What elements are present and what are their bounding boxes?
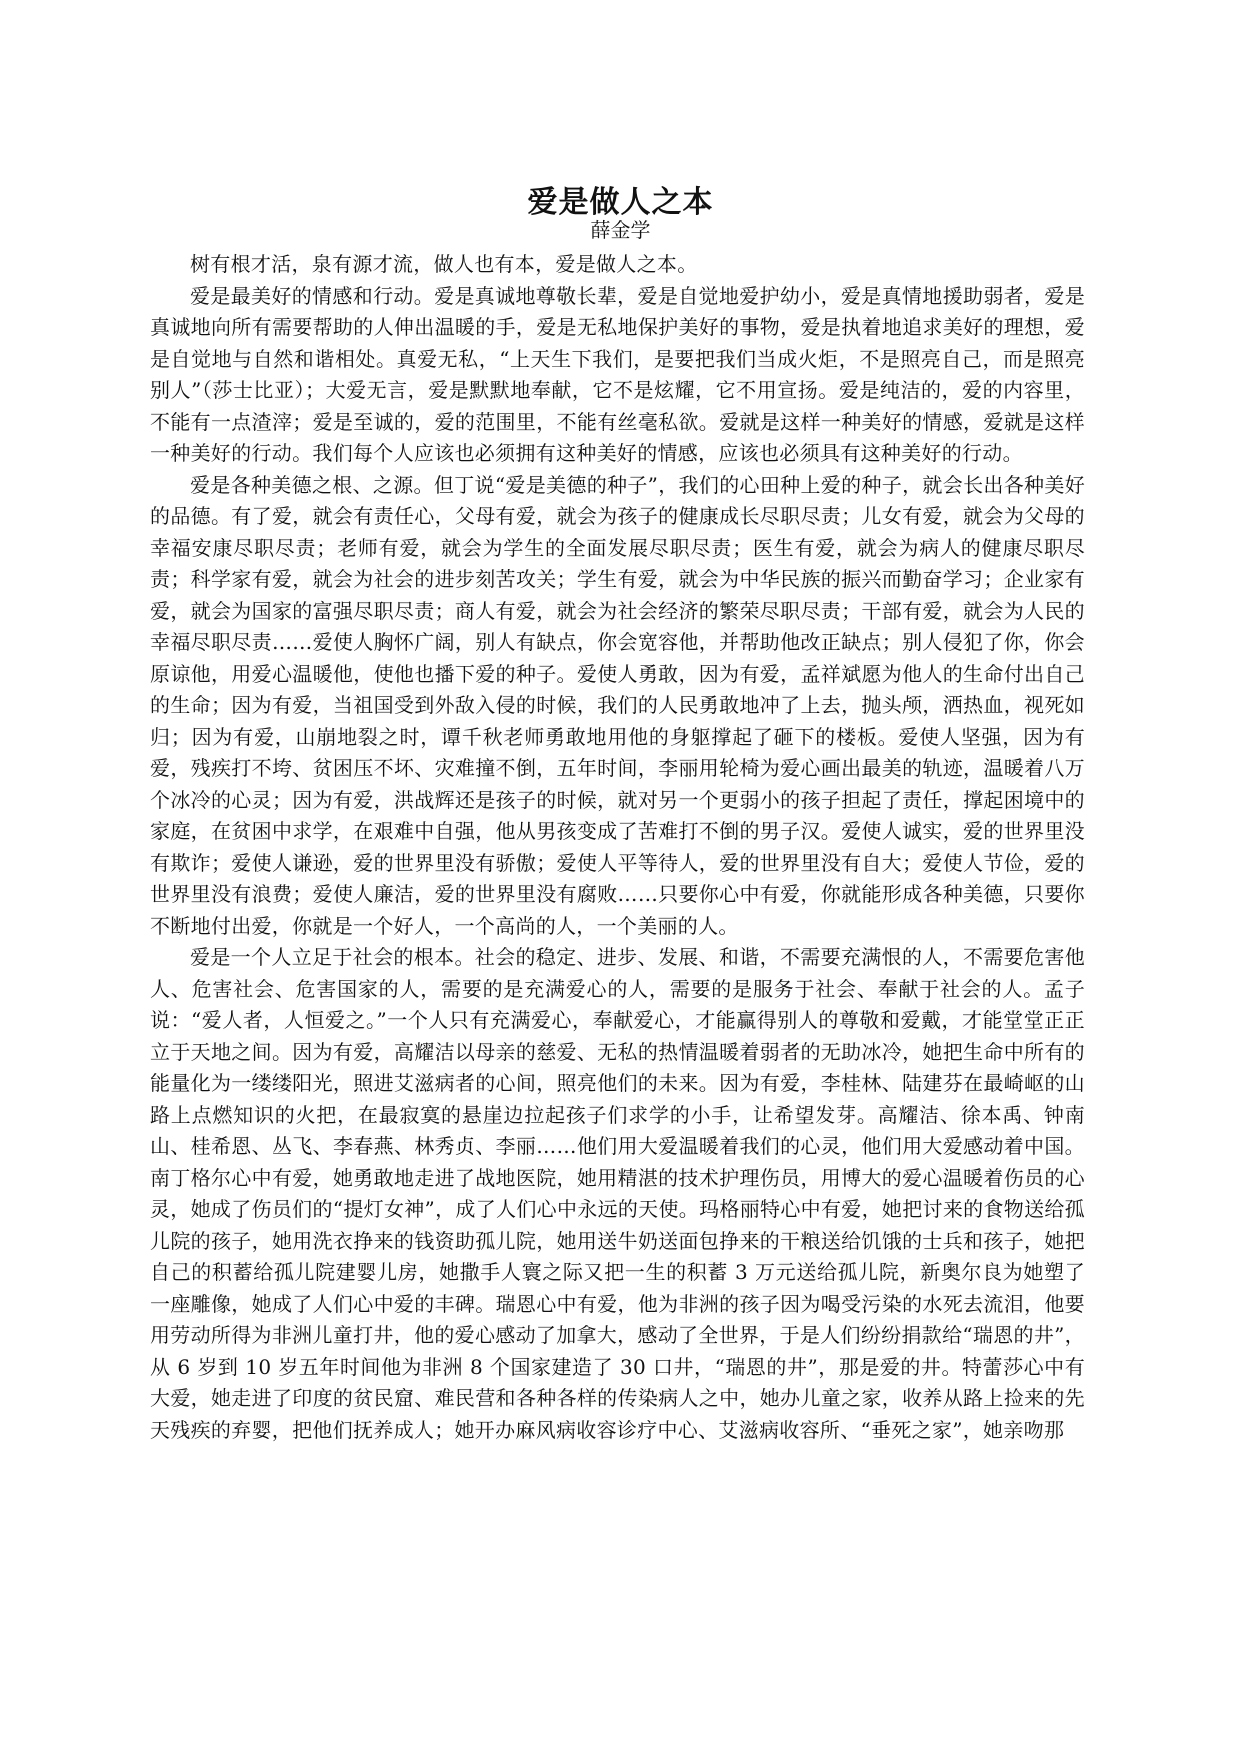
document-title: 爱是做人之本 <box>527 185 714 221</box>
paragraph-society: 爱是一个人立足于社会的根本。社会的稳定、进步、发展、和谐，不需要充满恨的人，不需要危害他人、危害社会、危害国家的人，需要的是充满爱心的人，需要的是服务于社会、奉献于社会的人。孟子说：“爱人者，人恒爱之。”一个人只有充满爱心，奉献爱心，才能赢得别人的尊敬和爱戴，才能堂堂正正立于天地之间。因为有爱，高耀洁以母亲的慈爱、无私的热情温暖着弱者的无助冰冷，她把生命中所有的能量化为一缕缕阳光，照进艾滋病者的心间，照亮他们的未来。因为有爱，李桂林、陆建芬在最崎岖的山路上点燃知识的火把，在最寂寞的悬崖边拉起孩子们求学的小手，让希望发芽。高耀洁、徐本禹、钟南山、桂希恩、丛飞、李春燕、林秀贞、李丽……他们用大爱温暖着我们的心灵，他们用大爱感动着中国。南丁格尔心中有爱，她勇敢地走进了战地医院，她用精湛的技术护理伤员，用博大的爱心温暖着伤员的心灵，她成了伤员们的“提灯女神”，成了人们心中永远的天使。玛格丽特心中有爱，她把讨来的食物送给孤儿院的孩子，她用洗衣挣来的钱资助孤儿院，她用送牛奶送面包挣来的干粮送给饥饿的士兵和孩子，她把自己的积蓄给孤儿院建婴儿房，她撒手人寰之际又把一生的积蓄 3 万元送给孤儿院，新奥尔良为她塑了一座雕像，她成了人们心中爱的丰碑。瑞恩心中有爱，他为非洲的孩子因为喝受污染的水死去流泪，他要用劳动所得为非洲儿童打井，他的爱心感动了加拿大，感动了全世界，于是人们纷纷捐款给“瑞恩的井”，从 6 岁到 10 岁五年时间他为非洲 8 个国家建造了 30 口井，“瑞恩的井”，那是爱的井。特蕾莎心中有大爱，她走进了印度的贫民窟、难民营和各种各样的传染病人之中，她办儿童之家，收养从路上捡来的先天残疾的弃婴，把他们抚养成人；她开办麻风病收容诊疗中心、艾滋病收容所、“垂死之家”，她亲吻那 <box>150 945 1085 1442</box>
author-name: 薛金学 <box>590 218 651 242</box>
paragraph-virtues: 爱是各种美德之根、之源。但丁说“爱是美德的种子”，我们的心田种上爱的种子，就会长出各种美好的品德。有了爱，就会有责任心，父母有爱，就会为孩子的健康成长尽职尽责；儿女有爱，就会为父母的幸福安康尽职尽责；老师有爱，就会为学生的全面发展尽职尽责；医生有爱，就会为病人的健康尽职尽责；科学家有爱，就会为社会的进步刻苦攻关；学生有爱，就会为中华民族的振兴而勤奋学习；企业家有爱，就会为国家的富强尽职尽责；商人有爱，就会为社会经济的繁荣尽职尽责；干部有爱，就会为人民的幸福尽职尽责……爱使人胸怀广阔，别人有缺点，你会宽容他，并帮助他改正缺点；别人侵犯了你，你会原谅他，用爱心温暖他，使他也播下爱的种子。爱使人勇敢，因为有爱，孟祥斌愿为他人的生命付出自己的生命；因为有爱，当祖国受到外敌入侵的时候，我们的人民勇敢地冲了上去，抛头颅，洒热血，视死如归；因为有爱，山崩地裂之时，谭千秋老师勇敢地用他的身躯撑起了砸下的楼板。爱使人坚强，因为有爱，残疾打不垮、贫困压不坏、灾难撞不倒，五年时间，李丽用轮椅为爱心画出最美的轨迹，温暖着八万个冰冷的心灵；因为有爱，洪战辉还是孩子的时候，就对另一个更弱小的孩子担起了责任，撑起困境中的家庭，在贫困中求学，在艰难中自强，他从男孩变成了苦难打不倒的男子汉。爱使人诚实，爱的世界里没有欺诈；爱使人谦逊，爱的世界里没有骄傲；爱使人平等待人，爱的世界里没有自大；爱使人节俭，爱的世界里没有浪费；爱使人廉洁，爱的世界里没有腐败……只要你心中有爱，你就能形成各种美德，只要你不断地付出爱，你就是一个好人，一个高尚的人，一个美丽的人。 <box>150 472 1085 938</box>
paragraph-love-definition: 爱是最美好的情感和行动。爱是真诚地尊敬长辈，爱是自觉地爱护幼小，爱是真情地援助弱者，爱是真诚地向所有需要帮助的人伸出温暖的手，爱是无私地保护美好的事物，爱是执着地追求美好的理想，爱是自觉地与自然和谐相处。真爱无私，“上天生下我们，是要把我们当成火炬，不是照亮自己，而是照亮别人”（莎士比亚）；大爱无言，爱是默默地奉献，它不是炫耀，它不用宣扬。爱是纯洁的，爱的内容里，不能有一点渣滓；爱是至诚的，爱的范围里，不能有丝毫私欲。爱就是这样一种美好的情感，爱就是这样一种美好的行动。我们每个人应该也必须拥有这种美好的情感，应该也必须具有这种美好的行动。 <box>150 283 1085 465</box>
paragraph-intro: 树有根才活，泉有源才流，做人也有本，爱是做人之本。 <box>190 252 698 276</box>
article-body <box>150 249 1085 1446</box>
